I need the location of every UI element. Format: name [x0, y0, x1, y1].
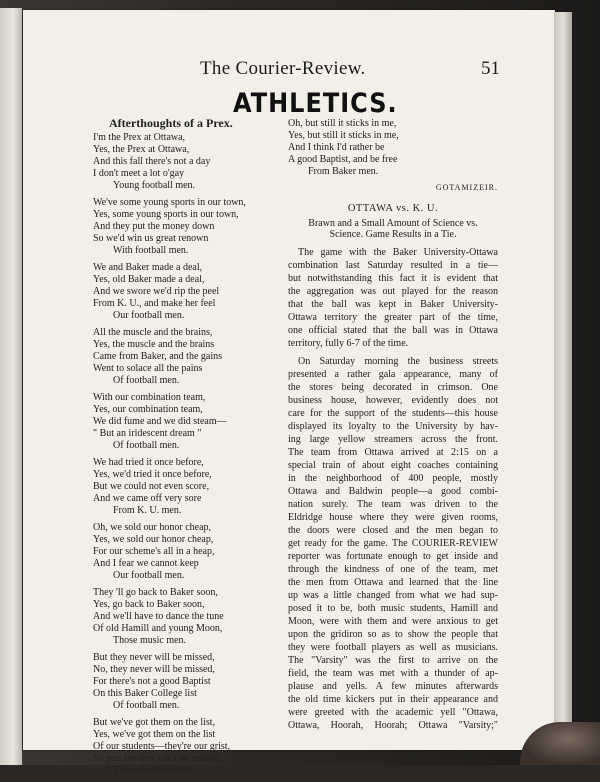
poem-line: We had tried it once before,: [93, 456, 204, 468]
poem-line: And I fear we cannot keep: [93, 558, 199, 570]
poem-stanza: [93, 457, 283, 517]
article-line: The game with the Baker University-Ottawa: [298, 246, 498, 258]
article-line: up was a little changed from what we had sup-: [288, 589, 498, 601]
poem-line: With football men.: [113, 245, 189, 257]
subtitle-line: Brawn and a Small Amount of Science vs.: [308, 217, 478, 229]
poem-line: For our scheme's all in a heap,: [93, 546, 215, 557]
article-line: the doors were closed and the men began to: [288, 524, 498, 536]
article-line: in the neighborhood of 400 people, mostly: [288, 472, 498, 484]
poem-line: Came from Baker, and the gains: [93, 351, 223, 363]
poem-stanza: [93, 587, 283, 647]
article-line: Ottawa and Baldwin people—a good combi-: [288, 485, 498, 497]
poem-line: Yes, we've got them on the list: [93, 728, 216, 740]
poem-line: And this fall there's not a day: [93, 156, 211, 168]
running-header: The Courier-Review.: [200, 58, 366, 79]
poem-line: Oh, we sold our honor cheap,: [93, 521, 212, 533]
article-subtitle: [288, 218, 498, 240]
poem-line: So we'd win us great renown: [93, 233, 209, 245]
poem-line: Of football men.: [113, 375, 180, 387]
poem-line: Yes, go back to Baker soon,: [93, 598, 205, 610]
article-line: special train of about eight coaches containing: [288, 459, 498, 471]
article-line: were greeted with the academic yell "Ottawa,: [288, 706, 498, 718]
article-title: OTTAWA vs. K. U.: [347, 202, 439, 214]
subtitle-line: Science. Game Results in a Tie.: [329, 228, 457, 240]
poem-line: From Baker men.: [308, 166, 379, 178]
poem-line: Went to solace all the pains: [93, 363, 203, 375]
article-line: plause and yells. A few minutes afterwards: [288, 680, 498, 692]
poem-line: They 'll go back to Baker soon,: [93, 586, 218, 598]
article-line: through the kindness of one of the team, met: [288, 563, 498, 575]
article-line: Moon, were with them and were anxious to get: [288, 615, 498, 627]
poem-line: And I think I'd rather be: [288, 142, 385, 154]
poem-line: From K. U. men.: [113, 505, 182, 517]
page-number: 51: [481, 58, 500, 79]
poem-title: Afterthoughts of a Prex.: [109, 116, 233, 130]
poem-line: A good Baptist, and be free: [288, 154, 398, 166]
article-paragraph: [288, 246, 498, 350]
poem-line: Yes, we sold our honor cheap,: [93, 533, 214, 545]
poem-line: Yes, the Prex at Ottawa,: [93, 144, 190, 156]
poem-column: [93, 117, 283, 782]
article-line: that the ball was kept in Baker University-: [288, 298, 498, 310]
poem-line: I'm the Prex at Ottawa,: [93, 132, 186, 143]
poem-line: Our football men.: [113, 310, 185, 322]
poem-line: From K. U., and make her feel: [93, 298, 216, 310]
poem-line: For there's not a good Baptist: [93, 675, 211, 687]
article-line: the old time kickers put in their appearance and: [288, 693, 498, 705]
page-stack-edge: [554, 12, 572, 744]
article-line: ing large yellow streamers across the front.: [288, 433, 498, 445]
poem-line: Yes, our combination team,: [93, 403, 203, 415]
article-line: Ottawa, Hoorah, Hoorah; Ottawa "Varsity;": [288, 719, 498, 731]
poem-stanza: [93, 652, 283, 712]
article-line: one official stated that the ball was in Ottawa: [288, 324, 498, 336]
poem-stanza: [93, 717, 283, 777]
poem-line: On this Baker College list: [93, 688, 197, 700]
poem-line: We and Baker made a deal,: [93, 261, 203, 273]
poem-line: And we came off very sore: [93, 493, 202, 505]
facing-page-edge: [0, 8, 22, 765]
poem-line: Our football men.: [113, 570, 185, 582]
poem-line: And they put the money down: [93, 221, 215, 233]
poem-stanza: [93, 132, 283, 192]
section-title: ATHLETICS.: [233, 88, 398, 119]
poem-line: All the muscle and the brains,: [93, 326, 213, 338]
poem-line: With our combination team,: [93, 391, 206, 403]
poem-line: Yes, but still it sticks in me,: [288, 130, 399, 142]
article-line: The "Varsity" was the first to arrive on the: [288, 654, 498, 666]
poem-line: Yes, old Baker made a deal,: [93, 274, 205, 286]
poem-line: Oh, but still it sticks in me,: [288, 118, 397, 129]
poem-line: But they never will be missed,: [93, 651, 215, 663]
poem-line: Of football men.: [113, 440, 180, 452]
poem-stanza: [288, 118, 498, 178]
poem-line: No, they never will be missed,: [93, 663, 215, 675]
poem-line: Yes, some young sports in our town,: [93, 209, 239, 221]
poem-line: Of old Hamill and young Moon,: [93, 623, 223, 635]
poem-line: Yes, the muscle and the brains: [93, 339, 215, 350]
poem-line: And we swore we'd rip the peel: [93, 286, 220, 298]
article-line: but notwithstanding this fact it is evident that: [288, 272, 498, 284]
article-line: the aggregation was out played for the reason: [288, 285, 498, 297]
article-line: The team from Ottawa arrived at 2:15 on a: [288, 446, 498, 458]
article-line: presented a rather gala appearance, many of: [288, 368, 498, 380]
poem-stanza: [93, 327, 283, 387]
article-line: On Saturday morning the business streets: [298, 355, 498, 367]
article-column: [288, 118, 498, 732]
poem-line: I don't meet a lot o'gay: [93, 168, 185, 180]
poem-line: And we'll have to dance the tune: [93, 610, 224, 622]
poem-line: We've some young sports in our town,: [93, 196, 246, 208]
poem-line: But we've got them on the list,: [93, 716, 216, 728]
poem-stanza: [93, 262, 283, 322]
poem-line: Yes, we'd tried it once before,: [93, 468, 212, 480]
article-line: nation surely. The team was driven to the: [288, 498, 498, 510]
article-line: combination last Saturday resulted in a tie—: [288, 259, 498, 271]
poem-line: We did fume and we did steam—: [93, 416, 227, 428]
article-line: reporter was fortunate enough to get inside and: [288, 550, 498, 562]
article-line: territory, fully 6-7 of the time.: [288, 337, 409, 349]
article-line: Ottawa territory the greater part of the time,: [288, 311, 498, 323]
poem-signature: GOTAMIZEIR.: [435, 182, 498, 192]
article-line: they were football players as well as musicians.: [288, 641, 498, 653]
poem-stanza: [93, 522, 283, 582]
article-line: get ready for the game. The COURIER-REVIEW: [288, 537, 498, 549]
article-line: the men from Ottawa and learned that the line: [288, 576, 498, 588]
article-line: upon the gridiron so as to show the people that: [288, 628, 498, 640]
article-paragraph: [288, 355, 498, 732]
article-line: Eldridge house where they were given rooms,: [288, 511, 498, 523]
article-line: care for the support of the students—this house: [288, 407, 498, 419]
poem-line: But we could not even score,: [93, 481, 210, 493]
article-line: displayed its loyalty to the University by hav-: [288, 420, 498, 432]
poem-line: These football men.: [113, 765, 193, 777]
article-line: posed it to be, both music students, Hamill and: [288, 602, 498, 614]
poem-line: Of our students—they're our grist,: [93, 740, 231, 752]
poem-line: Of football men.: [113, 700, 180, 712]
poem-line: So you see they can't be missed,: [93, 753, 222, 764]
poem-line: " But an iridescent dream ": [93, 428, 202, 440]
article-line: business house, however, evidently does not: [288, 394, 498, 406]
article-line: field, the team was met with a thunder of ap-: [288, 667, 498, 679]
poem-line: Young football men.: [113, 180, 196, 192]
poem-stanza: [93, 197, 283, 257]
article-line: the stores being decorated in crimson. One: [288, 381, 498, 393]
poem-stanza: [93, 392, 283, 452]
poem-line: Those music men.: [113, 635, 187, 647]
